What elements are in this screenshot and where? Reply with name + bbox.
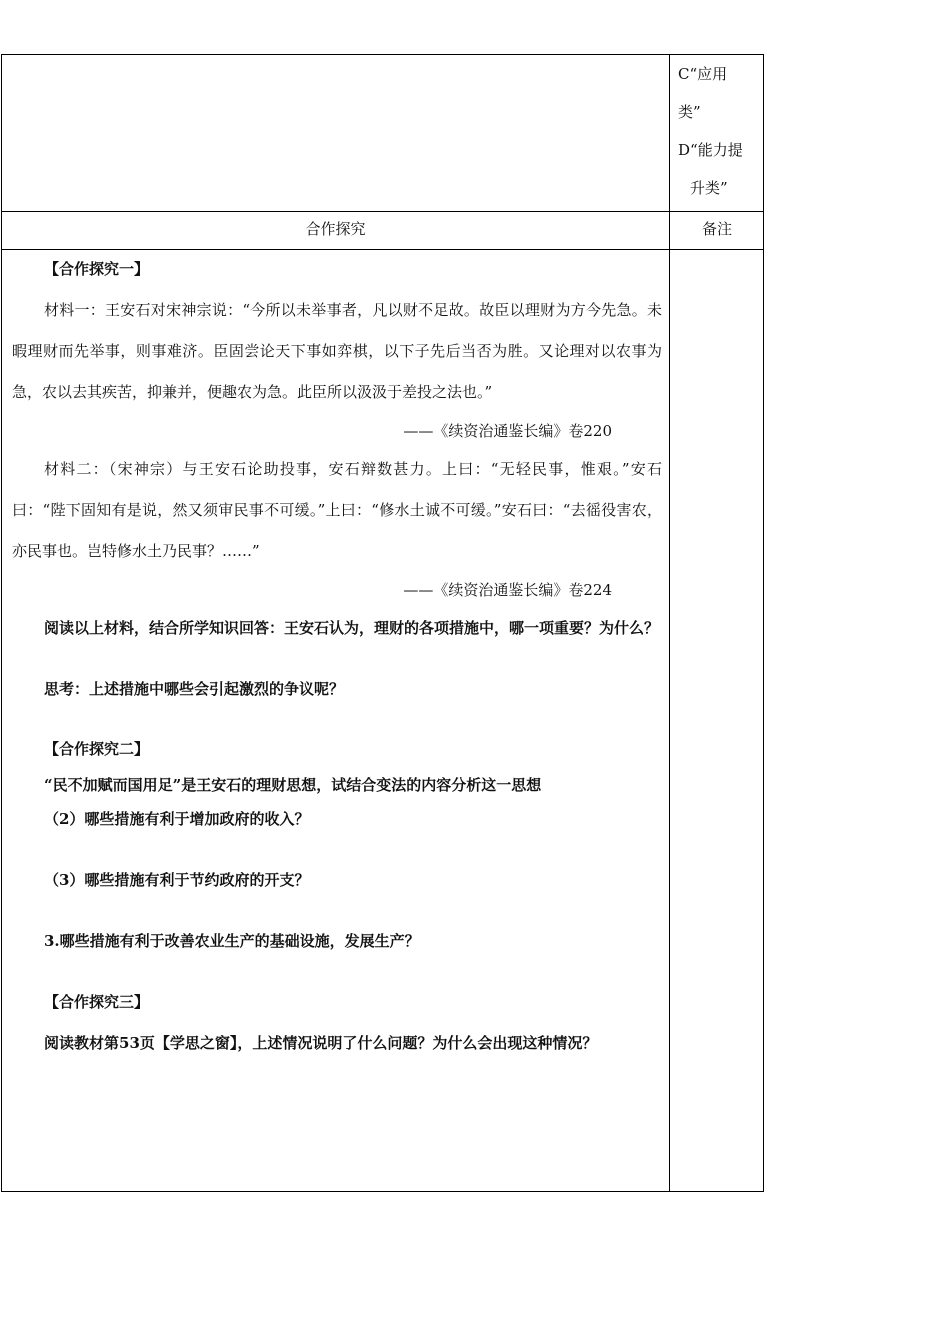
section1-question: 阅读以上材料，结合所学知识回答：王安石认为，理财的各项措施中，哪一项重要？为什么？: [44, 619, 660, 637]
section2-q4: 3.哪些措施有利于改善农业生产的基础设施，发展生产？: [44, 932, 420, 950]
note-line-4: 升类”: [690, 179, 728, 197]
section3-title: 【合作探究三】: [44, 993, 150, 1011]
section2-q2: （2）哪些措施有利于增加政府的收入？: [44, 810, 310, 828]
top-note-cell: [678, 55, 762, 207]
worksheet-table: [1, 54, 764, 1192]
header-main-cell: 合作探究: [305, 220, 366, 238]
material-one: 材料一：王安石对宋神宗说：“今所以未举事者，凡以财不足故。故臣以理财为方今先急。未暇理财而先举事，则事难济。臣固尝论天下事如弈棋，以下子先后当否为胜。又论理对以农事为急，农以去其疾苦，抑兼并，便趣农为急。此臣所以汲汲于差投之法也。”: [12, 301, 662, 401]
header-note-cell: 备注: [701, 220, 732, 238]
section2-intro: “民不加赋而国用足”是王安石的理财思想，试结合变法的内容分析这一思想: [44, 776, 542, 794]
source-one: ——《续资治通鉴长编》卷220: [403, 422, 612, 440]
section1-think: 思考：上述措施中哪些会引起激烈的争议呢？: [44, 680, 345, 698]
section2-q3: （3）哪些措施有利于节约政府的开支？: [44, 871, 310, 889]
note-line-3: D“能力提: [678, 141, 743, 159]
note-line-1: C“应用: [678, 65, 728, 83]
section1-title: 【合作探究一】: [44, 260, 150, 278]
source-two: ——《续资治通鉴长编》卷224: [403, 581, 612, 599]
section3-question: 阅读教材第53页【学思之窗】，上述情况说明了什么问题？为什么会出现这种情况？: [44, 1034, 598, 1052]
section2-title: 【合作探究二】: [44, 740, 150, 758]
main-content-cell: [12, 249, 662, 1064]
note-line-2: 类”: [678, 103, 701, 121]
material-two: 材料二：（宋神宗）与王安石论助投事，安石辩数甚力。上曰：“无轻民事，惟艰。”安石曰：“陛下固知有是说，然又须审民事不可缓。”上曰：“修水土诚不可缓。”安石曰：“去徭役害农，亦民事也。岂特修水土乃民事？……”: [12, 460, 662, 560]
